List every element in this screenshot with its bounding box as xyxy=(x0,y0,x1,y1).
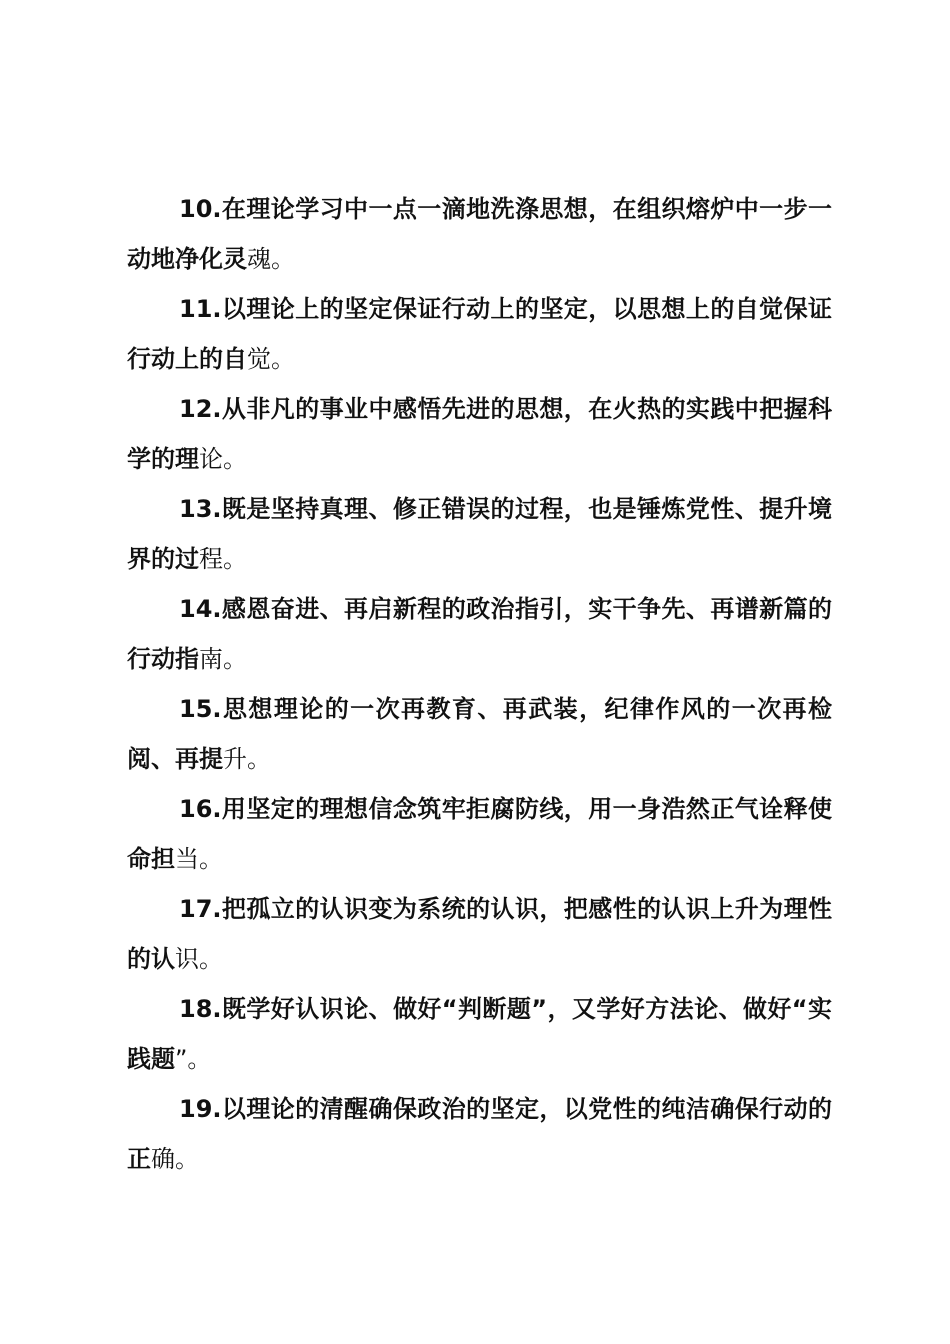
item-tail: ”。 xyxy=(175,1045,212,1073)
item-text: 11.以理论上的坚定保证行动上的坚定，以思想上的自觉保证行动上的自 xyxy=(127,295,832,373)
item-tail: 论。 xyxy=(199,445,247,473)
item-tail: 魂。 xyxy=(247,245,295,273)
list-item xyxy=(127,684,832,784)
list-item xyxy=(127,584,832,684)
item-tail: 当。 xyxy=(175,845,223,873)
item-text: 14.感恩奋进、再启新程的政治指引，实干争先、再谱新篇的行动指 xyxy=(127,595,832,673)
list-item xyxy=(127,484,832,584)
list-item xyxy=(127,284,832,384)
item-text: 13.既是坚持真理、修正错误的过程，也是锤炼党性、提升境界的过 xyxy=(127,495,832,573)
list-item xyxy=(127,384,832,484)
item-text: 19.以理论的清醒确保政治的坚定，以党性的纯洁确保行动的正 xyxy=(127,1095,832,1173)
item-tail: 识。 xyxy=(175,945,223,973)
item-text: 18.既学好认识论、做好“判断题”，又学好方法论、做好“实践题 xyxy=(127,995,832,1073)
item-tail: 觉。 xyxy=(247,345,295,373)
list-item xyxy=(127,1084,832,1184)
list-item xyxy=(127,784,832,884)
item-text: 17.把孤立的认识变为系统的认识，把感性的认识上升为理性的认 xyxy=(127,895,832,973)
item-text: 16.用坚定的理想信念筑牢拒腐防线，用一身浩然正气诠释使命担 xyxy=(127,795,832,873)
document-page xyxy=(127,184,832,1184)
item-tail: 南。 xyxy=(199,645,247,673)
item-tail: 升。 xyxy=(223,745,271,773)
item-text: 10.在理论学习中一点一滴地洗涤思想，在组织熔炉中一步一动地净化灵 xyxy=(127,195,832,273)
item-tail: 确。 xyxy=(151,1145,199,1173)
item-tail: 程。 xyxy=(199,545,247,573)
item-text: 12.从非凡的事业中感悟先进的思想，在火热的实践中把握科学的理 xyxy=(127,395,832,473)
item-text: 15.思想理论的一次再教育、再武装，纪律作风的一次再检阅、再提 xyxy=(127,695,832,773)
list-item xyxy=(127,984,832,1084)
list-item xyxy=(127,884,832,984)
list-item xyxy=(127,184,832,284)
